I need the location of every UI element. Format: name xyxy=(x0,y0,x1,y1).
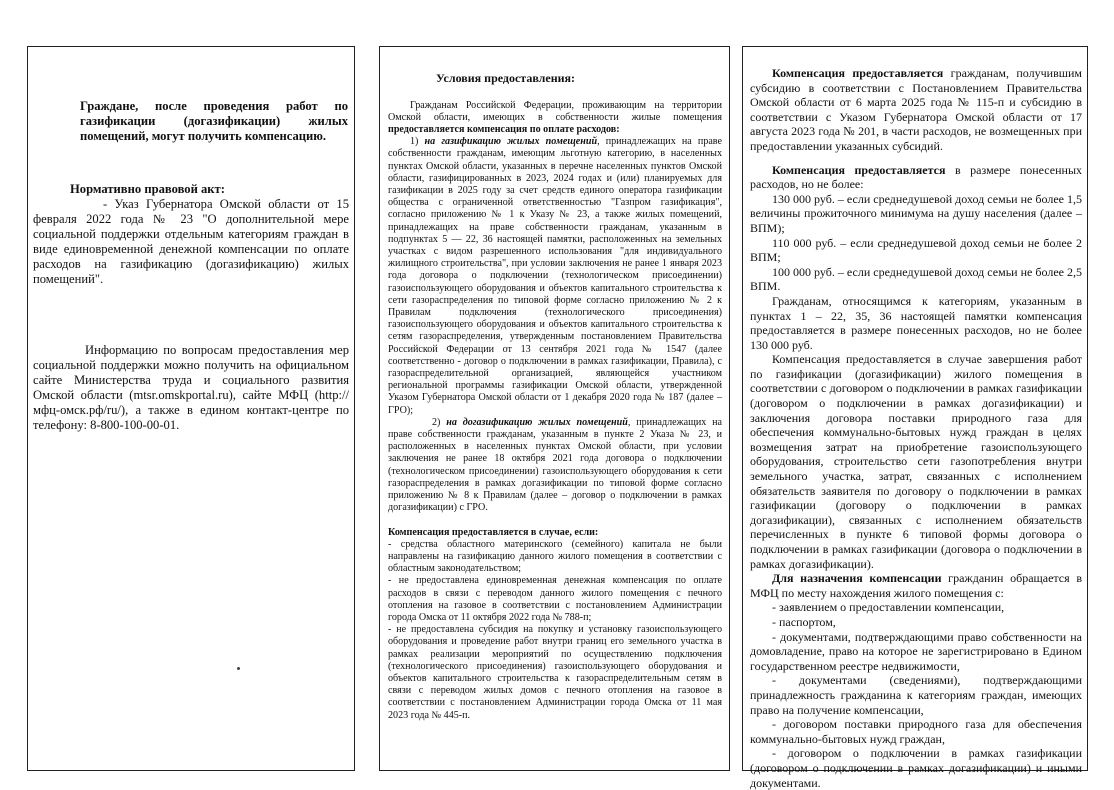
info-text: Информацию по вопросам предоставления мер социальной поддержки можно получить на официальном сайте Министерства труда и социального развития Омской области (mtsr.omskportal.ru), сайте МФЦ (http://мфц-омск.рф/ru/), а также в едином контакт-центре по телефону: 8-800-100-00-01. xyxy=(33,343,349,432)
p1-text: гражданам, получившим субсидию в соответствии с Постановлением Правительства Омской области от 6 марта 2025 года № 115-п и субсидию в соответствии с Указом Губернатора Омской области от 17 августа 2023 года № 201, в части расходов, не возмещенных при предоставлении указанных субсидий. xyxy=(750,66,1082,153)
document-6: - договором о подключении в рамках газификации (договором о подключении в рамках догазификации) и иными документами. xyxy=(750,746,1082,790)
document-2: - паспортом, xyxy=(772,614,836,629)
conditions-paragraph: Компенсация предоставляется в случае завершения работ по газификации (догазификации) жилого помещения в соответствии с договором о подключении в рамках газификации (договором о подключении в рамках догазификации) и заключения договора поставки природного газа для обеспечения коммунально-бытовых нужд граждан в целях возмещения затрат на приобретение газоиспользующего оборудования, строительство сети газопотребления внутри земельного участка, затрат, связанных с исполнением обязательств заявителя по договору о подключении в рамках газификации (договору о подключении в рамках догазификации), связанных с исполнением обязательств перечисленных в пункте 6 типовой формы договора о подключении в рамках газификации (договора о подключении в рамках догазификации). xyxy=(750,352,1082,571)
condition-3: - не предоставлена субсидия на покупку и установку газоиспользующего оборудования и проведение работ внутри границ его земельного участка в рамках реализации мероприятий по осуществлению подключения (технологического присоединения) газоиспользующего оборудования и объектов капитального строительства к газораспределительным сетям в связи с переводом жилых домов с печного отопления на газовое в соответствии с постановлением Администрации города Омска от 11 мая 2023 года № 445-п. xyxy=(388,624,722,721)
left-panel xyxy=(27,46,355,771)
document-3: - документами, подтверждающими право собственности на домовладение, право на которое не зарегистрировано в Едином государственном реестре недвижимости, xyxy=(750,629,1082,673)
item-2-text: , принадлежащих на праве собственности гражданам, указанным в пункте 2 Указа № 23, и расположенных в населенных пунктах Омской области, при условии заключения не ранее 18 октября 2021 года договора о подключении (технологическом присоединении) газоиспользующего оборудования к сети газораспределения в рамках догазификации по типовой форме согласно приложению № 8 к Правилам (далее – договор о подключении в рамках догазификации) с ГРО. xyxy=(388,416,722,514)
document-4: - документами (сведениями), подтверждающими принадлежность гражданина к категориям граждан, имеющих право на получение компенсации, xyxy=(750,673,1082,717)
middle-panel xyxy=(379,46,730,771)
document-1: - заявлением о предоставлении компенсации, xyxy=(772,600,1005,615)
item-1-label: на газификацию жилых помещений xyxy=(424,136,598,148)
item-1-text: , принадлежащих на праве собственности гражданам, имеющим льготную категорию, в населенных пунктах Омской области, указанных в перечне населенных пунктов Омской области, газифицированных в 2023, 2024 годах и (или) планируемых для газификации в 2025 году за счет средств единого оператора газификации общества с ограниченной ответственностью "Газпром газификация", согласно приложению № 1 к Указу № 23, а также жилых помещений, принадлежащих на праве собственности гражданам, указанным в подпунктах 5 — 22, 36 настоящей памятки, расположенных на земельных участках с видом разрешенного использования "для индивидуального жилищного строительства", при условии заключения не ранее 1 января 2023 года договора о подключении (технологическом присоединении) газоиспользующего оборудования и объектов капитального строительства к сети газораспределения по типовой форме согласно приложению № 2 к Правилам подключения (технологического присоединения) газоиспользующего оборудования и объектов капитального строительства к сетям газораспределения, утвержденным постановлением Правительства Российской Федерации от 13 сентября 2021 года № 1547 (далее соответственно - договор о подключении в рамках газификации, Правила), с газораспределительной организацией, являющейся участником региональной программы газификации Омской области, утвержденной Указом Губернатора Омской области от 1 декабря 2020 года № 187 (далее – ГРО); xyxy=(388,136,722,416)
document-5: - договором поставки природного газа для обеспечения коммунально-бытовых нужд граждан, xyxy=(750,717,1082,746)
conditions-title: Условия предоставления: xyxy=(436,71,576,85)
p2-text: в размере понесенных расходов, но не более: xyxy=(750,162,1083,192)
legal-act-title: Нормативно правовой акт: xyxy=(70,182,225,196)
item-2-label: на догазификацию жилых помещений xyxy=(446,416,628,428)
condition-2: - не предоставлена единовременная денежная компенсация по оплате расходов в связи с переводом данного жилого помещения с печного отопления на газовое в соответствии с постановлением Администрации города Омска от 11 октября 2022 года № 788-п; xyxy=(388,575,722,623)
compensation-amount xyxy=(750,163,1082,192)
right-panel xyxy=(742,46,1088,790)
application-paragraph xyxy=(750,571,1082,600)
limit-3: 100 000 руб. – если среднедушевой доход семьи не более 2,5 ВПМ. xyxy=(750,264,1082,294)
item-1 xyxy=(388,136,722,417)
limit-1: 130 000 руб. – если среднедушевой доход семьи не более 1,5 величины прожиточного минимума на душу населения (далее – ВПМ); xyxy=(750,191,1082,235)
item-2-number: 2) xyxy=(432,416,441,428)
limit-2: 110 000 руб. – если среднедушевой доход семьи не более 2 ВПМ; xyxy=(750,235,1082,265)
intro-text: Гражданам Российской Федерации, проживающим на территории Омской области, имеющих в собственности жилые помещения xyxy=(388,99,722,123)
p1-bold: Компенсация предоставляется xyxy=(772,66,944,80)
categories-paragraph: Гражданам, относящимся к категориям, указанным в пунктах 1 – 22, 35, 36 настоящей памятки компенсация предоставляется в размере понесенных расходов, но не более 130 000 руб. xyxy=(750,293,1082,352)
p5-bold: Для назначения компенсации xyxy=(772,571,942,586)
compensation-recipients xyxy=(750,66,1082,154)
stray-dot xyxy=(237,667,240,670)
legal-act-text: - Указ Губернатора Омской области от 15 февраля 2022 года № 23 "О дополнительной мере социальной поддержки отдельным категориям граждан в виде единовременной денежной компенсации по оплате расходов на газификацию (догазификацию) жилых помещений". xyxy=(33,197,349,286)
item-1-number: 1) xyxy=(410,136,419,148)
panel1-heading: Граждане, после проведения работ по газификации (догазификации) жилых помещений, могут получить компенсацию. xyxy=(80,99,348,143)
p2-bold: Компенсация предоставляется xyxy=(772,162,946,177)
condition-1: - средства областного материнского (семейного) капитала не были направлены на газификацию данного жилого помещения в соответствии с областным законодательством; xyxy=(388,538,722,575)
p5-text: гражданин обращается в МФЦ по месту нахождения жилого помещения с: xyxy=(750,571,1082,600)
intro-paragraph xyxy=(388,100,722,137)
conditions-subtitle: Компенсация предоставляется в случае, если: xyxy=(388,526,599,538)
item-2 xyxy=(388,417,722,515)
intro-bold: предоставляется компенсация по оплате расходов: xyxy=(388,124,620,135)
